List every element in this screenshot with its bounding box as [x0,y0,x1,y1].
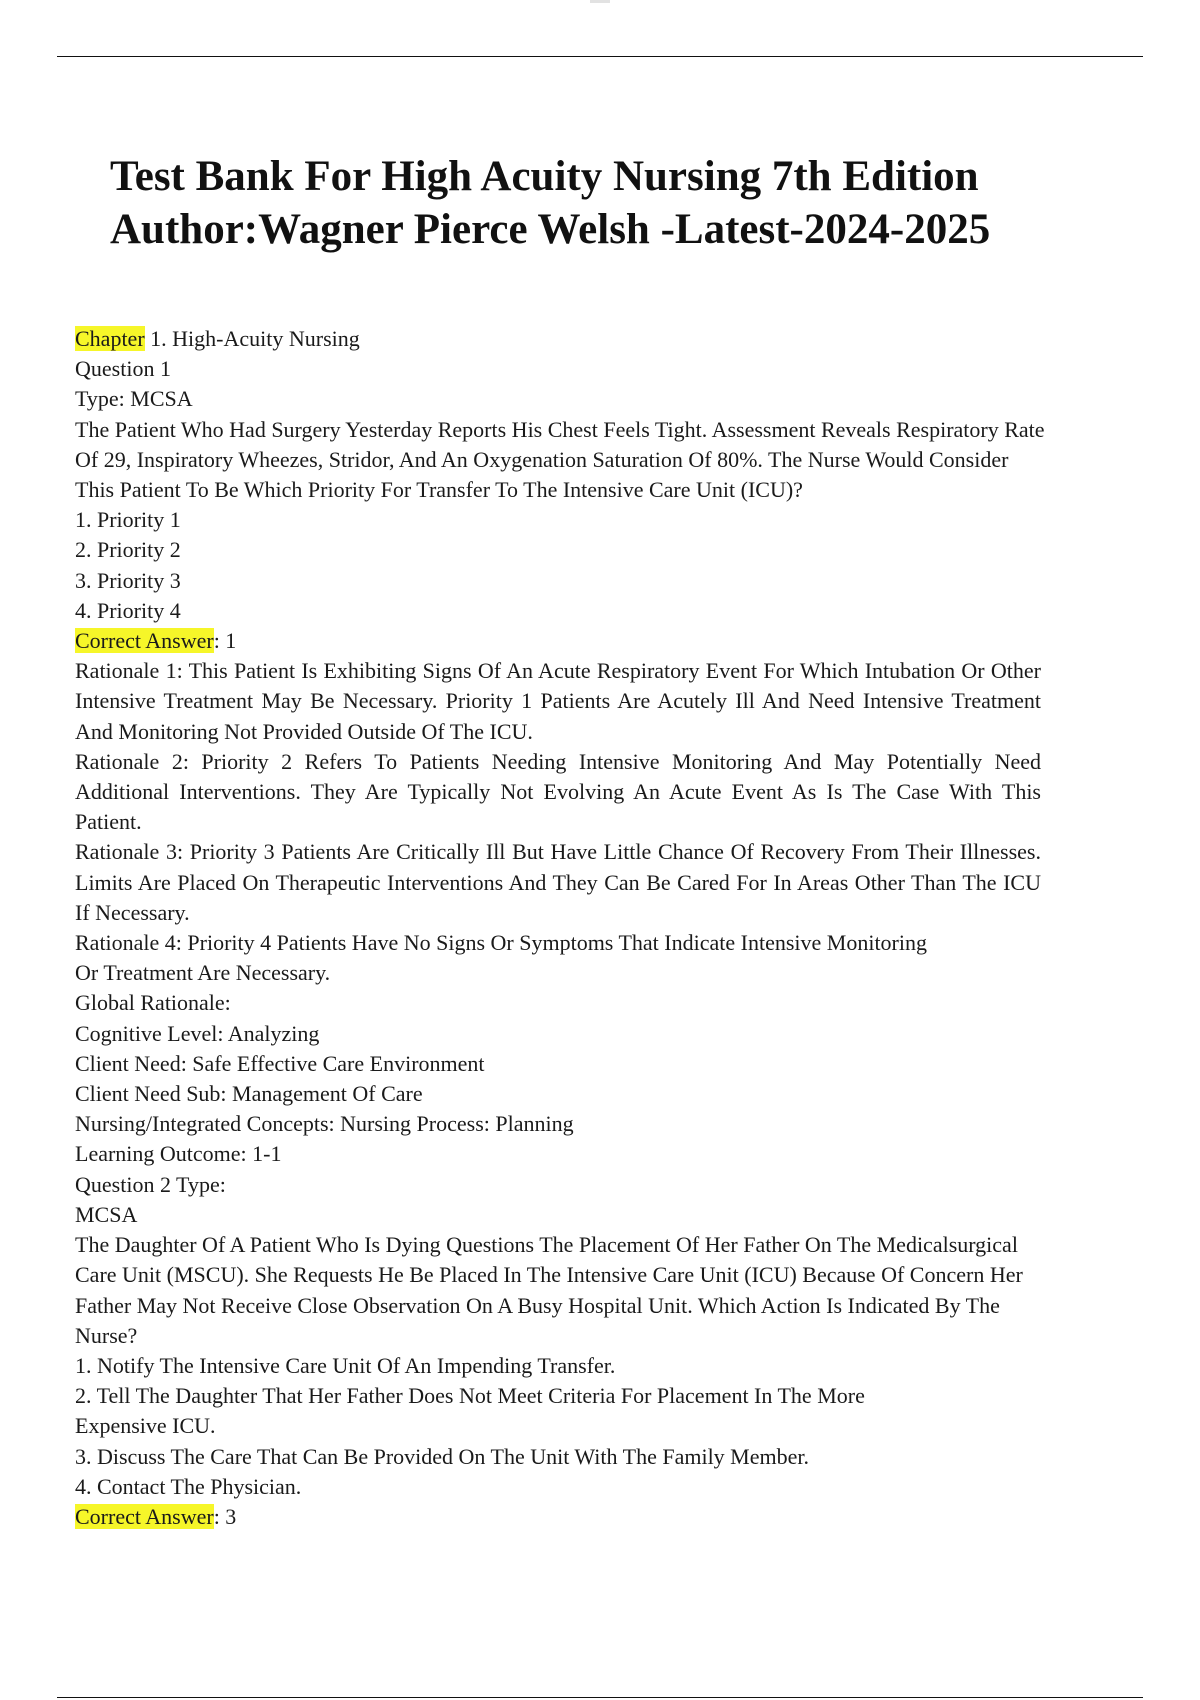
title-line: Author:Wagner Pierce Welsh -Latest-2024-2025 [110,206,991,253]
title-line: Test Bank For High Acuity Nursing 7th Edition [110,153,979,200]
meta-line: Learning Outcome: 1-1 [75,1141,282,1167]
answer-option: 2. Priority 2 [75,537,181,563]
rationale: Rationale 3: Priority 3 Patients Are Critically Ill But Have Little Chance Of Recovery From Their Illnesses. Limits Are Placed On Therapeutic Interventions And They Can Be Cared For In Areas Other Than The ICU If Necessary. [75,839,1041,925]
meta-line: Cognitive Level: Analyzing [75,1020,320,1046]
answer-option: 2. Tell The Daughter That Her Father Does Not Meet Criteria For Placement In The More Expensive ICU. [75,1383,865,1439]
question-number: Question 1 [75,356,171,382]
document-title [110,150,1110,256]
rationale: Rationale 1: This Patient Is Exhibiting Signs Of An Acute Respiratory Event For Which Intubation Or Other Intensive Treatment May Be Necessary. Priority 1 Patients Are Acutely Ill And Need Intensive Treatment And Monitoring Not Provided Outside Of The ICU. [75,658,1041,744]
rationale: Rationale 2: Priority 2 Refers To Patients Needing Intensive Monitoring And May Potentially Need Additional Interventions. They Are Typically Not Evolving An Acute Event As Is The Case With This Patient. [75,748,1041,835]
rationale: Rationale 4: Priority 4 Patients Have No Signs Or Symptoms That Indicate Intensive Monitoring Or Treatment Are Necessary. [75,930,927,986]
question-stem: The Patient Who Had Surgery Yesterday Reports His Chest Feels Tight. Assessment Reveals Respiratory Rate Of 29, Inspiratory Wheezes, Stridor, And An Oxygenation Saturation Of 80%. The Nurse Would Consider This Patient To Be Which Priority For Transfer To The Intensive Care Unit (ICU)? [75,416,1045,503]
chapter-title: 1. High-Acuity Nursing [144,326,360,351]
meta-line: Client Need: Safe Effective Care Environment [75,1050,485,1076]
answer-option: 3. Discuss The Care That Can Be Provided On The Unit With The Family Member. [75,1443,809,1469]
correct-answer-highlight: Correct Answer [75,628,214,654]
correct-answer-value: : 1 [213,628,237,654]
correct-answer-value: : 3 [213,1503,237,1529]
document-body [75,324,1045,1532]
meta-line: Global Rationale: [75,990,231,1016]
question-type: Type: MCSA [75,386,193,412]
question-stem: The Daughter Of A Patient Who Is Dying Questions The Placement Of Her Father On The Medicalsurgical Care Unit (MSCU). She Requests He Be Placed In The Intensive Care Unit (ICU) Because Of Concern Her Father May Not Receive Close Observation On A Busy Hospital Unit. Which Action Is Indicated By The Nurse? [75,1232,1023,1348]
header-rule [57,56,1143,57]
meta-line: Client Need Sub: Management Of Care [75,1081,423,1107]
question-number: Question 2 Type: [75,1171,226,1197]
correct-answer [75,1502,1041,1532]
page-top-mark [590,0,610,3]
chapter-highlight: Chapter [75,326,145,351]
chapter-heading [75,324,1041,354]
answer-option: 4. Priority 4 [75,597,181,623]
meta-line: Nursing/Integrated Concepts: Nursing Process: Planning [75,1111,574,1137]
question-type: MCSA [75,1201,138,1227]
answer-option: 1. Notify The Intensive Care Unit Of An Impending Transfer. [75,1352,616,1378]
correct-answer-highlight: Correct Answer [75,1503,214,1529]
footer-rule [57,1697,1143,1698]
answer-option: 1. Priority 1 [75,507,181,533]
answer-option: 4. Contact The Physician. [75,1473,302,1499]
correct-answer [75,626,1041,656]
answer-option: 3. Priority 3 [75,567,181,593]
